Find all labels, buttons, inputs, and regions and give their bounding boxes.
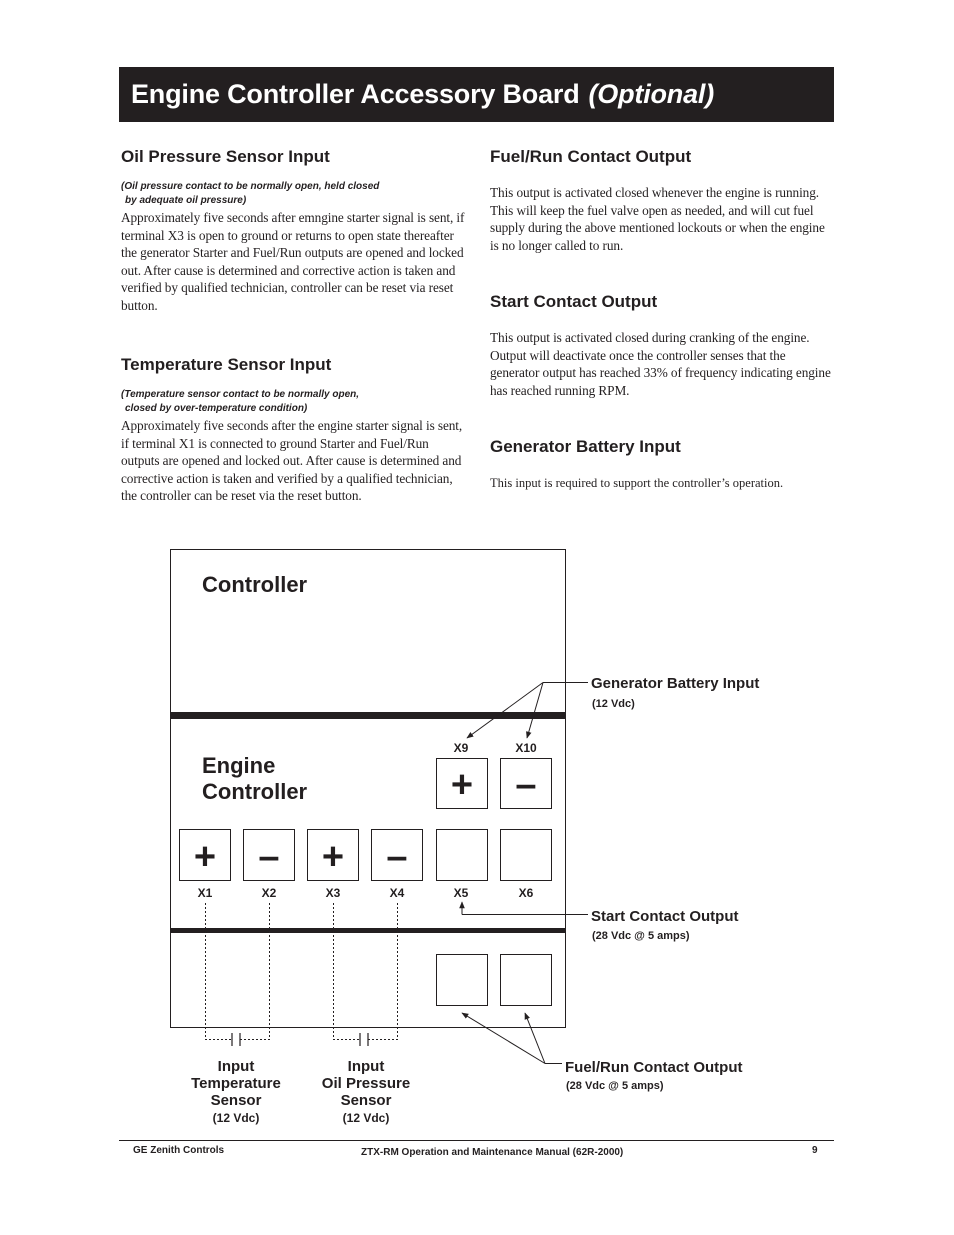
terminal-x4-label: X4 [389, 886, 405, 900]
x4-minus-symbol: – [386, 836, 408, 878]
oil-sensor-label-3: Sensor [340, 1092, 392, 1109]
oil-pressure-heading: Oil Pressure Sensor Input [121, 147, 330, 166]
x3-plus-symbol: + [321, 836, 345, 878]
fuel-run-body: This output is activated closed whenever the engine is running. This will keep the fuel valve open as needed, and will cut fuel supply during the above mentioned lockouts or when the engine is no longer called to run. [490, 185, 825, 253]
terminal-x3-label: X3 [325, 886, 341, 900]
start-contact-heading: Start Contact Output [490, 292, 658, 311]
temp-sensor-label-3: Sensor [210, 1092, 262, 1109]
x1-plus-symbol: + [193, 836, 217, 878]
temperature-note-line-1: (Temperature sensor contact to be normally open, [121, 389, 360, 400]
oil-pressure-note-line-1: (Oil pressure contact to be normally open, held closed [121, 181, 380, 192]
fuel-run-terminal-1 [437, 955, 488, 1006]
temperature-note-line-2: closed by over-temperature condition) [125, 403, 308, 414]
sensor-wiring [206, 903, 398, 1040]
fuel-run-heading: Fuel/Run Contact Output [490, 147, 692, 166]
start-callout-spec: (28 Vdc @ 5 amps) [592, 930, 690, 942]
controller-divider [171, 712, 565, 719]
engine-controller-label-2: Controller [202, 779, 308, 804]
temp-sensor-label-1: Input [217, 1058, 255, 1075]
terminal-x2-label: X2 [261, 886, 277, 900]
x10-minus-symbol: – [515, 764, 537, 806]
oil-sensor-label-2: Oil Pressure [321, 1075, 411, 1092]
fuel-callout-spec: (28 Vdc @ 5 amps) [566, 1080, 664, 1092]
terminal-x10-label: X10 [515, 741, 537, 755]
footer-page-number: 9 [812, 1145, 818, 1156]
footer-company: GE Zenith Controls [133, 1145, 225, 1156]
x2-minus-symbol: – [258, 836, 280, 878]
temperature-body: Approximately five seconds after the engine starter signal is sent, if terminal X1 is connected to ground Starter and Fuel/Run outputs are opened and locked out. After cause is determined and corrective action is taken and verified by a qualified technician, the controller can be reset via the reset button. [121, 418, 463, 504]
oil-pressure-note-line-2: by adequate oil pressure) [125, 195, 247, 206]
fuel-run-terminal-2 [501, 955, 552, 1006]
terminal-x5-label: X5 [453, 886, 469, 900]
controller-label: Controller [202, 572, 308, 597]
oil-sensor-spec: (12 Vdc) [342, 1111, 390, 1125]
battery-callout-lines [467, 683, 588, 739]
temp-sensor-spec: (12 Vdc) [212, 1111, 260, 1125]
battery-callout-spec: (12 Vdc) [592, 698, 635, 710]
fuel-callout-lines [462, 1013, 562, 1064]
oil-sensor-label-1: Input [347, 1058, 385, 1075]
terminal-x6 [501, 830, 552, 881]
battery-callout-label: Generator Battery Input [591, 675, 760, 692]
terminal-divider [171, 928, 565, 933]
temp-sensor-label-2: Temperature [191, 1075, 281, 1092]
battery-heading: Generator Battery Input [490, 437, 681, 456]
terminal-x6-label: X6 [518, 886, 534, 900]
temperature-heading: Temperature Sensor Input [121, 355, 332, 374]
page-title-optional: (Optional) [588, 79, 714, 109]
oil-pressure-body: Approximately five seconds after emngine starter signal is sent, if terminal X3 is open to ground or returns to open state thereafter the generator Starter and Fuel/Run outputs are opened and locked out. After cause is determined and corrective action is taken and verified by qualified technician, controller can be reset via reset button. [121, 210, 465, 313]
fuel-callout-label: Fuel/Run Contact Output [565, 1059, 743, 1076]
engine-controller-label-1: Engine [202, 753, 276, 778]
start-callout-label: Start Contact Output [591, 908, 739, 925]
terminal-x1-label: X1 [197, 886, 213, 900]
start-contact-body: This output is activated closed during cranking of the engine. Output will deactivate once the controller senses that the generator output has reached 33% of frequency indicating engine has reached running RPM. [490, 330, 831, 398]
page-title: Engine Controller Accessory Board [131, 79, 580, 109]
terminal-x9-label: X9 [453, 741, 469, 755]
battery-body: This input is required to support the controller’s operation. [490, 476, 784, 490]
footer-manual-title: ZTX-RM Operation and Maintenance Manual (62R-2000) [361, 1147, 624, 1158]
page-footer [119, 1140, 834, 1158]
terminal-x5 [437, 830, 488, 881]
start-callout-lines [462, 902, 588, 915]
x9-plus-symbol: + [450, 764, 474, 806]
